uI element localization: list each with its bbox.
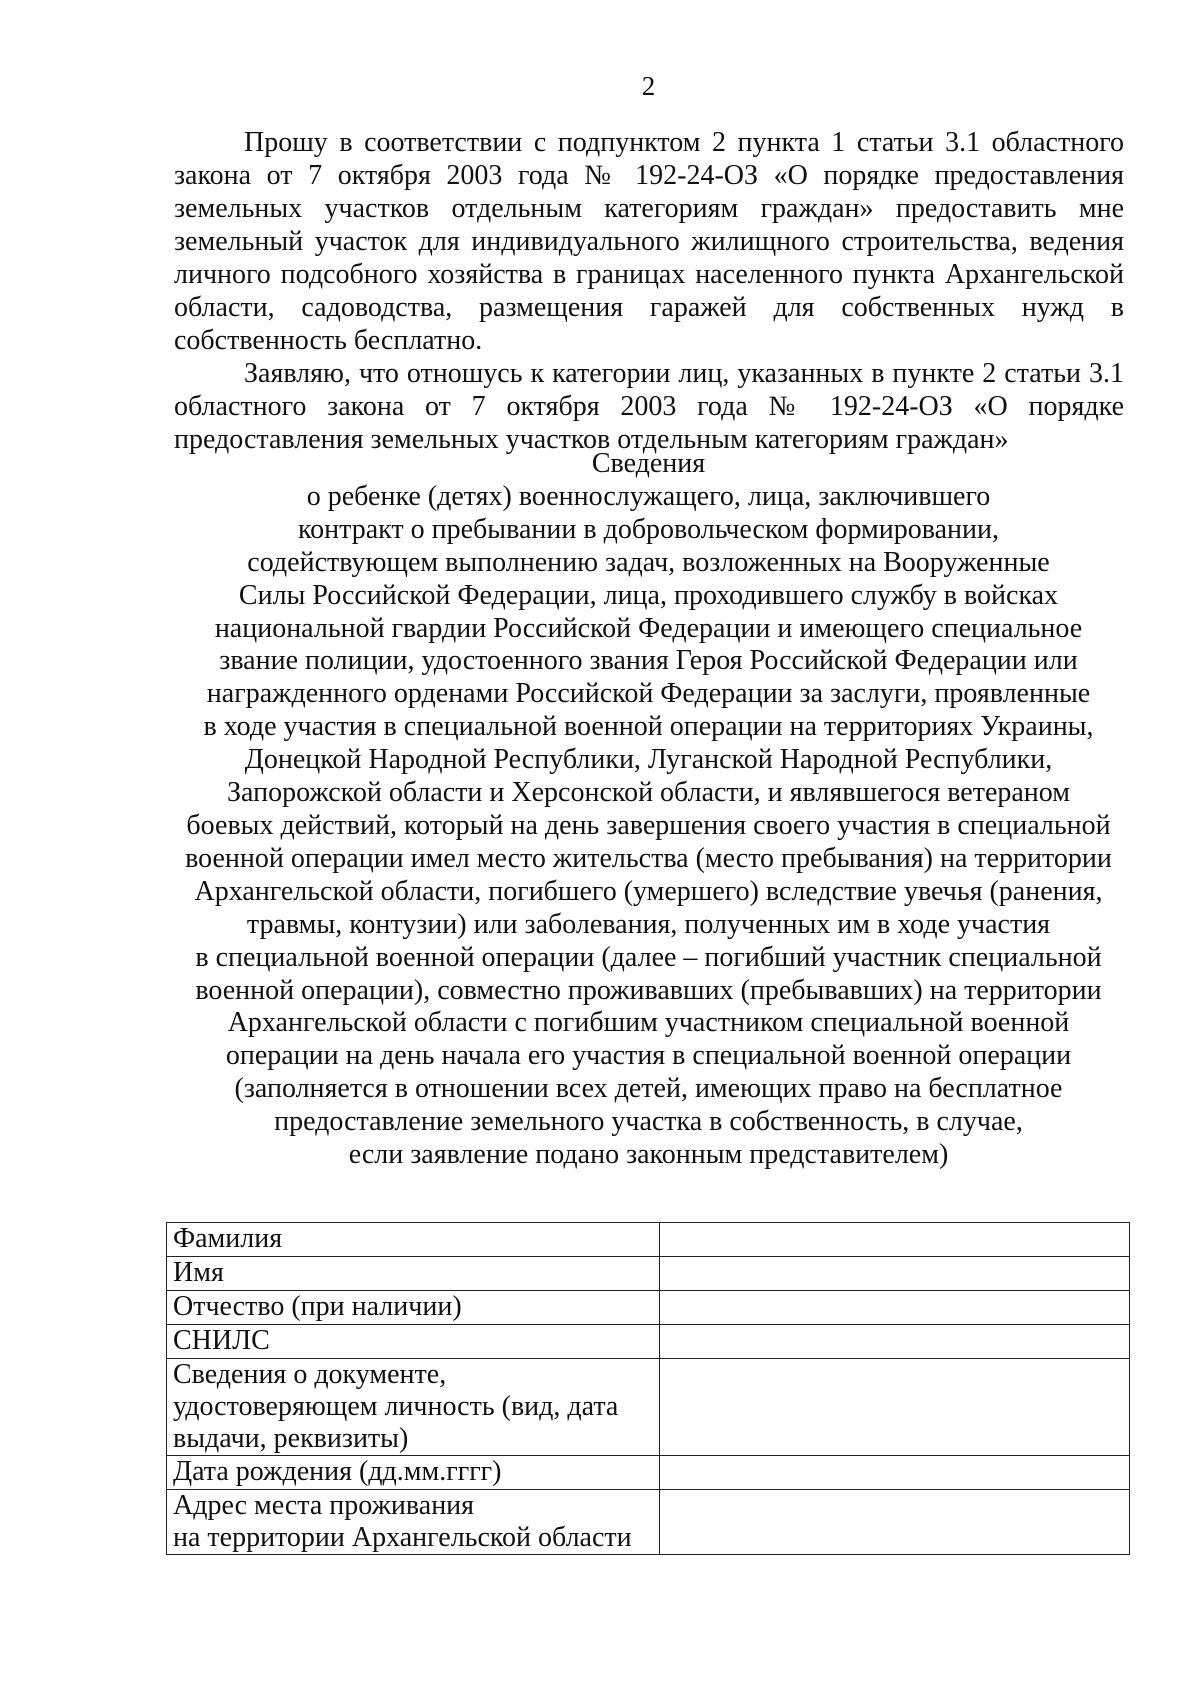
heading-line: травмы, контузии) или заболевания, полученных им в ходе участия [246, 908, 1051, 940]
table-row-name [167, 1257, 1130, 1291]
birth-date-label: Дата рождения (дд.мм.гггг) [167, 1456, 660, 1490]
heading-line: Архангельской области, погибшего (умершего) вследствие увечья (ранения, [194, 875, 1103, 907]
identity-document-field[interactable] [659, 1359, 1129, 1456]
heading-line: в специальной военной операции (далее – погибший участник специальной [195, 941, 1102, 973]
address-field[interactable] [659, 1490, 1129, 1555]
heading-line: боевых действий, который на день завершения своего участия в специальной [186, 809, 1111, 841]
heading-line: в ходе участия в специальной военной операции на территориях Украины, [203, 711, 1094, 743]
patronymic-field[interactable] [659, 1291, 1129, 1325]
request-text [174, 126, 1124, 456]
heading-line: если заявление подано законным представителем) [348, 1139, 949, 1171]
heading-line: Архангельской области с погибшим участником специальной военной [227, 1007, 1070, 1039]
name-label: Имя [167, 1257, 660, 1291]
patronymic-label: Отчество (при наличии) [167, 1291, 660, 1325]
heading-line: (заполняется в отношении всех детей, имеющих право на бесплатное [234, 1073, 1063, 1105]
address-label-line: на территории Архангельской области [173, 1522, 632, 1553]
heading-line: контракт о пребывании в добровольческом формировании, [298, 513, 999, 545]
snils-field[interactable] [659, 1325, 1129, 1359]
snils-label: СНИЛС [167, 1325, 660, 1359]
table-row-identity-document [167, 1359, 1130, 1456]
heading-line: звание полиции, удостоенного звания Героя Российской Федерации или [219, 645, 1078, 677]
identity-document-label-line: Сведения о документе, [173, 1359, 447, 1390]
heading-line: Силы Российской Федерации, лица, проходившего службу в войсках [238, 579, 1059, 611]
heading-line: содействующем выполнению задач, возложенных на Вооруженные [247, 546, 1050, 578]
identity-document-label-line: удостоверяющем личность (вид, дата [173, 1391, 619, 1422]
heading-line: военной операции имел место жительства (место пребывания) на территории [185, 842, 1112, 874]
heading-line: о ребенке (детях) военнослужащего, лица, заключившего [306, 480, 991, 512]
heading-line: предоставление земельного участка в собственность, в случае, [274, 1106, 1023, 1138]
table-row-address [167, 1490, 1130, 1555]
heading-title: Сведения [591, 448, 706, 479]
heading-line: военной операции), совместно проживавших (пребывавших) на территории [195, 974, 1102, 1006]
table-row-birth-date [167, 1456, 1130, 1490]
page-number: 2 [641, 71, 656, 101]
heading-line: операции на день начала его участия в специальной военной операции [225, 1040, 1072, 1072]
identity-document-label-line: выдачи, реквизиты) [173, 1423, 409, 1454]
table-row-patronymic [167, 1291, 1130, 1325]
request-paragraph: Прошу в соответствии с подпунктом 2 пункта 1 статьи 3.1 областного закона от 7 октября 2003 года № 192-24-ОЗ «О порядке предоставления земельных участков отдельным категориям граждан» предоставить мне земельный участок для индивидуального жилищного строительства, ведения личного подсобного хозяйства в границах населенного пункта Архангельской области, садоводства, размещения гаражей для собственных нужд в собственность бесплатно. [174, 127, 1124, 356]
heading-line: Донецкой Народной Республики, Луганской Народной Республики, [244, 744, 1053, 776]
address-label-line: Адрес места проживания [173, 1490, 475, 1521]
table-row-snils [167, 1325, 1130, 1359]
table-row-surname [167, 1223, 1130, 1257]
heading-line: награжденного орденами Российской Федерации за заслуги, проявленные [206, 678, 1091, 710]
declaration-paragraph: Заявляю, что отношусь к категории лиц, указанных в пункте 2 статьи 3.1 областного закона от 7 октября 2003 года № 192-24-ОЗ «О порядке предоставления земельных участков отдельным категориям граждан» [174, 358, 1124, 455]
information-heading [0, 448, 1200, 1172]
surname-field[interactable] [659, 1223, 1129, 1257]
address-label [167, 1490, 660, 1555]
identity-document-label [167, 1359, 660, 1456]
child-info-table [166, 1222, 1130, 1555]
heading-line: Запорожской области и Херсонской области, и являвшегося ветераном [227, 777, 1070, 809]
name-field[interactable] [659, 1257, 1129, 1291]
birth-date-field[interactable] [659, 1456, 1129, 1490]
heading-line: национальной гвардии Российской Федерации и имеющего специальное [214, 612, 1083, 644]
surname-label: Фамилия [167, 1223, 660, 1257]
